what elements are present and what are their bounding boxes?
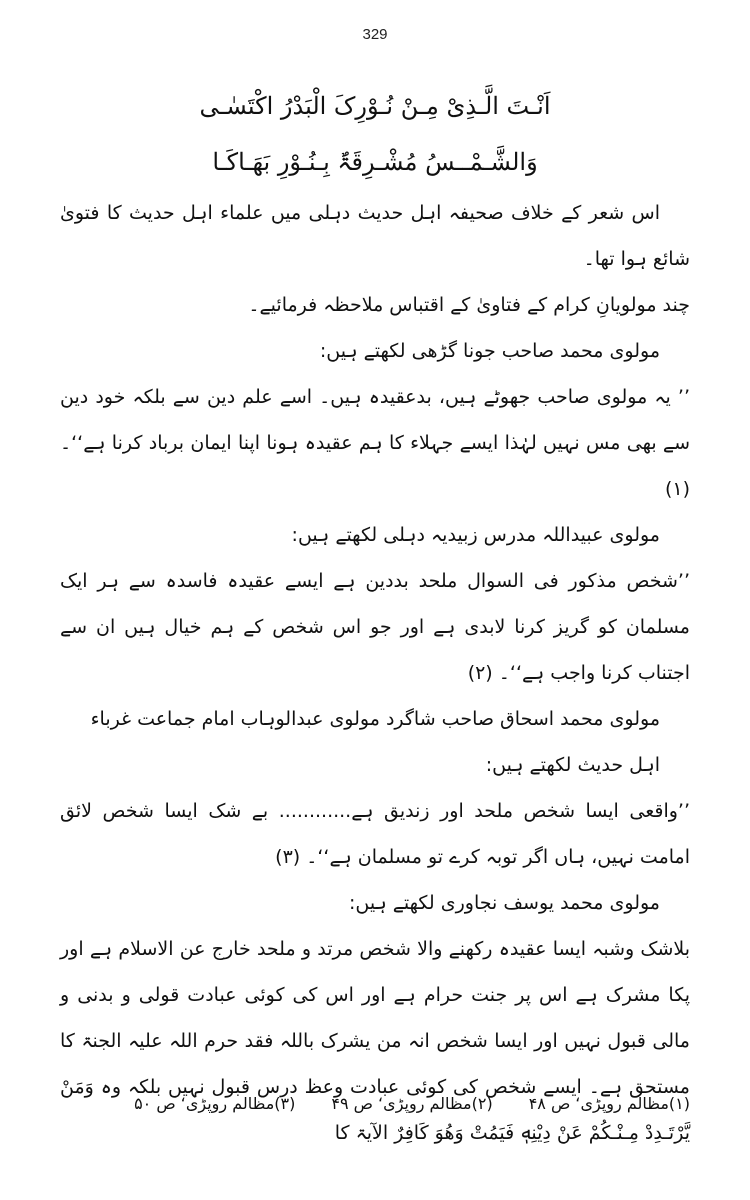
- quote-2-text: ’’شخص مذکور فی السوال ملحد بددین ہے ایسے عقیدہ فاسدہ سے ہر ایک مسلمان کو گریز کرنا لابدی ہے اور جو اس شخص کے ہم خیال ہیں ان سے اجتناب کرنا واجب ہے‘‘۔: [60, 570, 690, 684]
- quote-1-ref: (۱): [664, 478, 690, 500]
- quote-2: [60, 558, 690, 696]
- citation-2: مولوی عبیداللہ مدرس زبیدیہ دہلی لکھتے ہیں:: [291, 524, 660, 546]
- page-number: 329: [362, 26, 388, 43]
- intro-line-1: اس شعر کے خلاف صحیفہ اہل حدیث دہلی میں علماء اہل حدیث کا فتویٰ شائع ہوا تھا۔: [60, 202, 690, 270]
- quote-3-ref: (۳): [275, 846, 301, 868]
- arabic-verse-line-2: وَالشَّـمْــسُ مُشْـرِقَۃٌ بِـنُـوْرِ بَهَـاکَـا: [212, 148, 538, 176]
- page-body: [60, 78, 690, 1156]
- footnote-1: (۱)مظالم روپڑی‘ ص ۴۸: [528, 1094, 690, 1113]
- intro-line-2: چند مولویانِ کرام کے فتاویٰ کے اقتباس ملاحظہ فرمائیے۔: [248, 294, 690, 316]
- body-text-b: کا مستحق ہے۔ ایسے شخص کی کوئی عبادت وعظ درس قبول نہیں بلکہ وہ: [60, 1030, 690, 1098]
- footnotes: [60, 1094, 690, 1113]
- quote-3: [60, 788, 690, 880]
- quote-1: [60, 374, 690, 512]
- citation-1: مولوی محمد صاحب جونا گڑھی لکھتے ہیں:: [319, 340, 660, 362]
- footnote-3: (۳)مظالم روپڑی‘ ص ۵۰: [134, 1094, 296, 1113]
- arabic-verse-line-1: اَنْـتَ الَّـذِیْ مِـنْ نُـوْرِکَ الْبَدْرُ اکْتَسٰـی: [199, 92, 551, 120]
- intro-paragraph: [60, 190, 690, 282]
- quote-1-text: ’’ یہ مولوی صاحب جھوٹے ہیں، بدعقیدہ ہیں۔ اسے علم دین سے بلکہ خود دین سے بھی مس نہیں لہٰذا ایسے جہلاء کا ہم عقیدہ ہونا اپنا ایمان برباد کرنا ہے‘‘۔: [60, 386, 690, 454]
- body-paragraph: [60, 926, 690, 1156]
- footnote-2: (۲)مظالم روپڑی‘ ص ۴۹: [331, 1094, 493, 1113]
- citation-3: مولوی محمد اسحاق صاحب شاگرد مولوی عبدالوہاب امام جماعت غرباء اہل حدیث لکھتے ہیں:: [90, 708, 660, 776]
- body-text-a: بلاشک وشبہ ایسا عقیدہ رکھنے والا شخص مرتد و ملحد خارج عن الاسلام ہے اور پکا مشرک ہے اس پر جنت حرام ہے اور اس کی کوئی عبادت قولی و بدنی و مالی قبول نہیں اور ایسا شخص: [60, 938, 690, 1052]
- quote-2-ref: (۲): [467, 662, 493, 684]
- citation-4: مولوی محمد یوسف نجاوری لکھتے ہیں:: [349, 892, 660, 914]
- quote-3-text: ’’واقعی ایسا شخص ملحد اور زندیق ہے............ بے شک ایسا شخص لائق امامت نہیں، ہاں اگر توبہ کرے تو مسلمان ہے‘‘۔: [60, 800, 690, 868]
- body-text-c: الآیۃ کا: [334, 1122, 389, 1144]
- body-arabic-1: انہ من یشرک باللہ فقد حرم اللہ علیہ الجنۃ: [81, 1030, 430, 1052]
- body-arabic-2: وَمَنْ یَّرْتَـدِدْ مِـنْـکُمْ عَنْ دِیْنِهٖ فَیَمُتْ وَهُوَ کَافِرٌ: [60, 1076, 690, 1144]
